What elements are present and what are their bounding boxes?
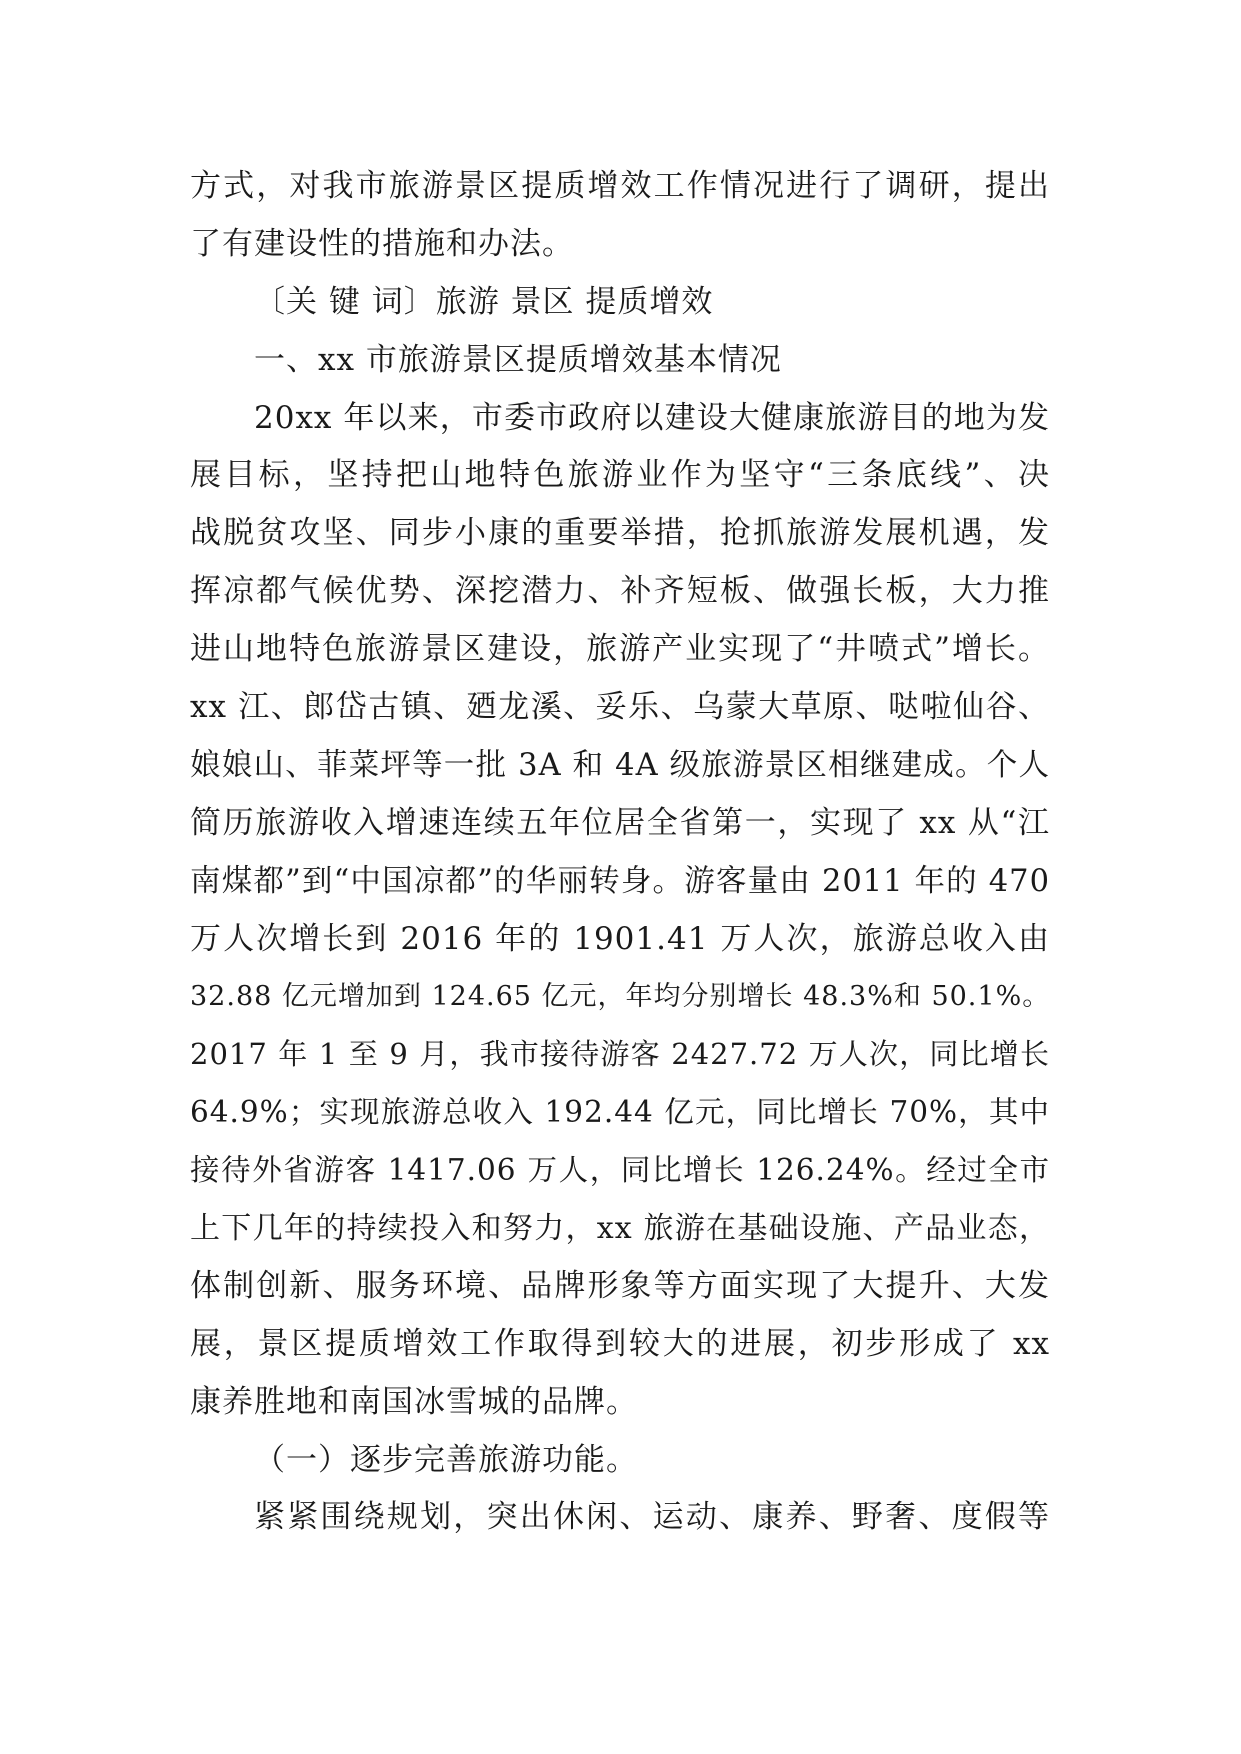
text-line: 接待外省游客 1417.06 万人，同比增长 126.24%。经过全市 [190, 1153, 1050, 1188]
text-line: 上下几年的持续投入和努力，xx 旅游在基础设施、产品业态， [190, 1211, 1050, 1247]
text-line: 展，景区提质增效工作取得到较大的进展，初步形成了 xx [190, 1325, 1050, 1362]
text-line: 万人次增长到 2016 年的 1901.41 万人次，旅游总收入由 [190, 920, 1050, 957]
text-line: 展目标，坚持把山地特色旅游业作为坚守“三条底线”、决 [190, 457, 1050, 494]
text-line: 进山地特色旅游景区建设，旅游产业实现了“井喷式”增长。 [190, 631, 1050, 668]
text-line: 方式，对我市旅游景区提质增效工作情况进行了调研，提出 [190, 168, 1050, 204]
text-line: 娘娘山、菲菜坪等一批 3A 和 4A 级旅游景区相继建成。个人 [190, 747, 1050, 783]
text-line: 康养胜地和南国冰雪城的品牌。 [190, 1383, 638, 1420]
text-line: 64.9%；实现旅游总收入 192.44 亿元，同比增长 70%，其中 [190, 1095, 1050, 1130]
subsection-heading: （一）逐步完善旅游功能。 [254, 1441, 638, 1478]
keywords-line: 〔关 键 词〕旅游 景区 提质增效 [254, 283, 714, 320]
body-text [190, 158, 1050, 1547]
section-heading: 一、xx 市旅游景区提质增效基本情况 [254, 341, 782, 378]
text-line: 体制创新、服务环境、品牌形象等方面实现了大提升、大发 [190, 1267, 1050, 1304]
text-line: 战脱贫攻坚、同步小康的重要举措，抢抓旅游发展机遇，发 [190, 515, 1050, 552]
text-line: 2017 年 1 至 9 月，我市接待游客 2427.72 万人次，同比增长 [190, 1037, 1050, 1072]
text-line: 了有建设性的措施和办法。 [190, 225, 574, 262]
text-line: 挥凉都气候优势、深挖潜力、补齐短板、做强长板，大力推 [190, 573, 1050, 610]
text-line: 紧紧围绕规划，突出休闲、运动、康养、野奢、度假等 [254, 1499, 1050, 1536]
text-line: 南煤都”到“中国凉都”的华丽转身。游客量由 2011 年的 470 [190, 863, 1050, 899]
text-line: xx 江、郎岱古镇、廼龙溪、妥乐、乌蒙大草原、哒啦仙谷、 [190, 689, 1050, 726]
text-line: 32.88 亿元增加到 124.65 亿元，年均分别增长 48.3%和 50.1%。 [190, 981, 1051, 1013]
text-line: 20xx 年以来，市委市政府以建设大健康旅游目的地为发 [254, 399, 1050, 436]
text-line: 简历旅游收入增速连续五年位居全省第一，实现了 xx 从“江 [190, 804, 1050, 841]
